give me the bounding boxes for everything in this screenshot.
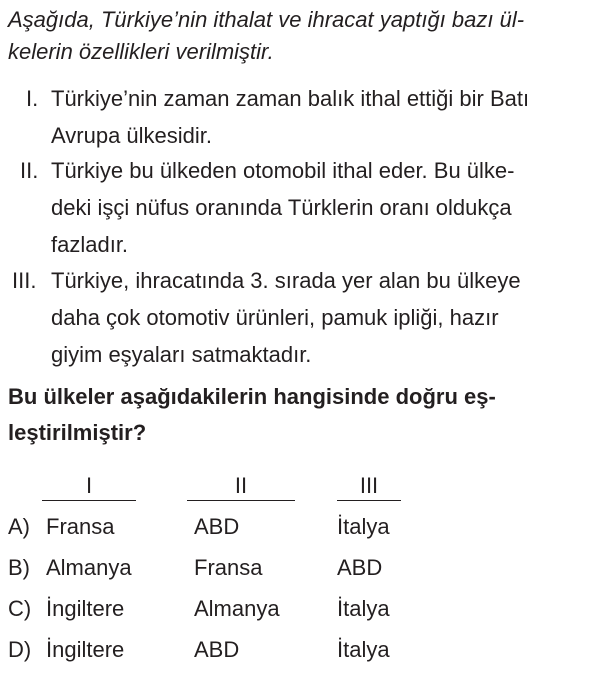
option-letter: C) xyxy=(8,596,32,621)
option-letter: A) xyxy=(8,514,30,539)
option-value-1: Fransa xyxy=(46,514,115,539)
option-value-1: Almanya xyxy=(46,555,132,580)
intro-paragraph xyxy=(8,4,600,68)
option-value-3: ABD xyxy=(337,555,383,580)
option-letter: D) xyxy=(8,637,32,662)
statement-1 xyxy=(26,80,604,154)
option-value-1: İngiltere xyxy=(46,596,125,621)
option-value-2: ABD xyxy=(194,637,240,662)
option-value-1: İngiltere xyxy=(46,637,125,662)
statement-line: Türkiye, ihracatında 3. sırada yer alan bu ülkeye xyxy=(51,268,521,293)
statement-line: daha çok otomotiv ürünleri, pamuk ipliği, hazır xyxy=(51,305,499,330)
intro-line: kelerin özellikleri verilmiştir. xyxy=(8,39,274,64)
column-header-3: III xyxy=(337,474,401,501)
question-line: leştirilmiştir? xyxy=(8,420,147,445)
option-value-2: Almanya xyxy=(194,596,280,621)
statement-line: Türkiye bu ülkeden otomobil ithal eder. Bu ülke- xyxy=(51,158,515,183)
option-letter: B) xyxy=(8,555,30,580)
option-value-2: Fransa xyxy=(194,555,263,580)
statement-2 xyxy=(20,152,604,263)
statement-number: III. xyxy=(12,268,37,293)
option-c[interactable] xyxy=(8,595,598,623)
statement-number: II. xyxy=(20,158,39,183)
statement-line: Avrupa ülkesidir. xyxy=(51,123,213,148)
statement-3 xyxy=(12,262,604,373)
statement-line: deki işçi nüfus oranında Türklerin oranı oldukça xyxy=(51,195,512,220)
statement-line: fazladır. xyxy=(51,232,129,257)
option-d[interactable] xyxy=(8,636,598,664)
column-header-2: II xyxy=(187,474,295,501)
option-b[interactable] xyxy=(8,554,598,582)
question-text xyxy=(8,379,604,451)
statement-line: giyim eşyaları satmaktadır. xyxy=(51,342,312,367)
option-value-3: İtalya xyxy=(337,637,390,662)
statement-number: I. xyxy=(26,86,39,111)
intro-line: Aşağıda, Türkiye’nin ithalat ve ihracat yaptığı bazı ül- xyxy=(8,7,525,32)
column-header-1: I xyxy=(42,474,136,501)
statement-line: Türkiye’nin zaman zaman balık ithal ettiği bir Batı xyxy=(51,86,530,111)
option-value-3: İtalya xyxy=(337,596,390,621)
option-a[interactable] xyxy=(8,513,598,541)
option-value-3: İtalya xyxy=(337,514,390,539)
question-line: Bu ülkeler aşağıdakilerin hangisinde doğru eş- xyxy=(8,384,496,409)
option-value-2: ABD xyxy=(194,514,240,539)
